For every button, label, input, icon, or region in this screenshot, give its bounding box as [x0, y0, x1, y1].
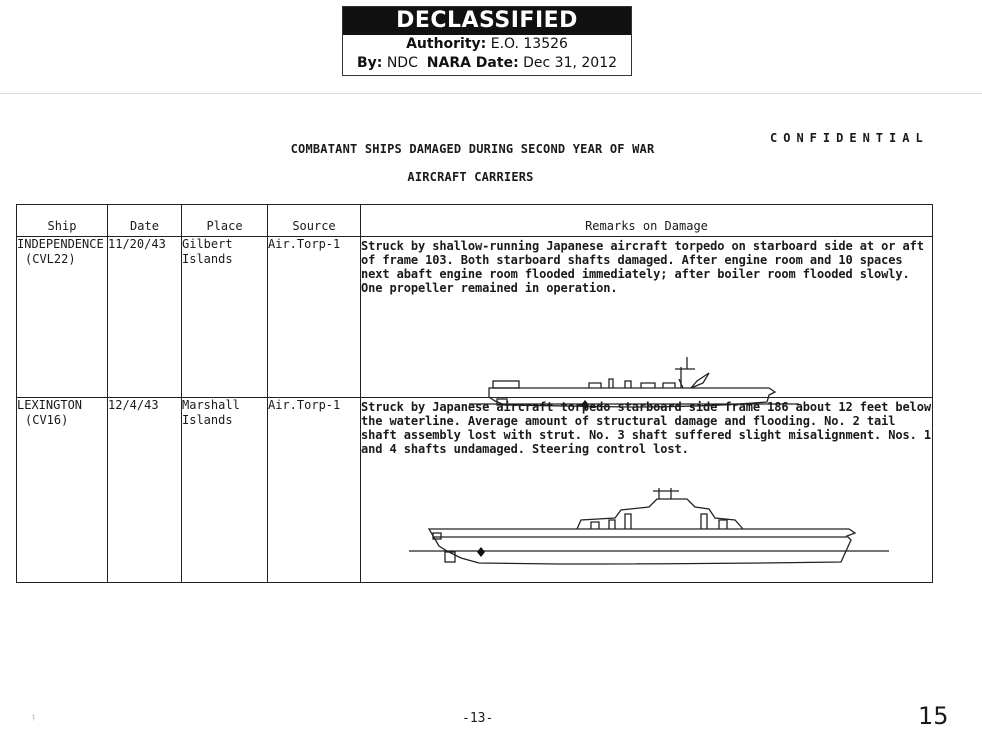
remarks-cell	[361, 237, 933, 398]
ship-cell	[17, 237, 108, 398]
place-line1: Marshall	[182, 398, 240, 412]
document-subtitle: AIRCRAFT CARRIERS	[407, 170, 534, 184]
stamp-nara-label: NARA Date:	[426, 55, 519, 71]
table-header-row	[17, 205, 933, 237]
torpedo-hit-marker	[477, 547, 485, 557]
header-ship: Ship	[17, 205, 108, 237]
classification-label: CONFIDENTIAL	[770, 131, 929, 145]
stamp-by-value: NDC	[386, 55, 418, 71]
remarks-text: Struck by Japanese aircraft torpedo starboard side frame 186 about 12 feet below the waterline. Average amount of structural damage and flooding. No. 2 tail shaft assembly lost with strut. No. 3 shaft suffered slight misalignment. Nos. 1 and 4 shafts undamaged. Steering control lost.	[361, 400, 931, 456]
header-remarks: Remarks on Damage	[361, 205, 933, 237]
header-source: Source	[268, 205, 361, 237]
ship-cell	[17, 398, 108, 583]
place-cell	[182, 237, 268, 398]
scan-corner-mark: ᵎ	[30, 712, 38, 726]
handwritten-page-number: 15	[918, 702, 949, 730]
place-cell	[182, 398, 268, 583]
stamp-authority-value: E.O. 13526	[490, 36, 568, 52]
lexington-profile-diagram	[409, 488, 889, 572]
stamp-authority	[343, 35, 631, 54]
ship-hull-number: (CVL22)	[25, 252, 76, 266]
header-place: Place	[182, 205, 268, 237]
remarks-text: Struck by shallow-running Japanese aircraft torpedo on starboard side at or aft of frame 103. Both starboard shafts damaged. After engine room and 10 spaces next abaft engine room flooded immediately; after boiler room flooded slowly. One propeller remained in operation.	[361, 239, 924, 295]
declassified-stamp	[342, 6, 632, 76]
stamp-title: DECLASSIFIED	[343, 7, 631, 35]
place-line1: Gilbert	[182, 237, 233, 251]
stamp-authority-label: Authority:	[406, 36, 487, 52]
table-row	[17, 237, 933, 398]
place-line2: Islands	[182, 413, 233, 427]
ship-name: LEXINGTON	[17, 398, 83, 412]
place-line2: Islands	[182, 252, 233, 266]
stamp-by-label: By:	[356, 55, 383, 71]
stamp-nara-value: Dec 31, 2012	[523, 55, 618, 71]
date-cell: 12/4/43	[108, 398, 182, 583]
remarks-cell	[361, 398, 933, 583]
table-row	[17, 398, 933, 583]
header-date: Date	[108, 205, 182, 237]
date-cell: 11/20/43	[108, 237, 182, 398]
document-title: COMBATANT SHIPS DAMAGED DURING SECOND YEAR OF WAR	[290, 142, 655, 156]
scan-divider	[0, 93, 982, 94]
ship-name: INDEPENDENCE	[17, 237, 104, 251]
source-cell: Air.Torp-1	[268, 398, 361, 583]
source-cell: Air.Torp-1	[268, 237, 361, 398]
ship-hull-number: (CV16)	[25, 413, 69, 427]
damage-table	[16, 204, 933, 583]
stamp-by-line	[343, 54, 631, 73]
page-number: -13-	[462, 711, 494, 726]
